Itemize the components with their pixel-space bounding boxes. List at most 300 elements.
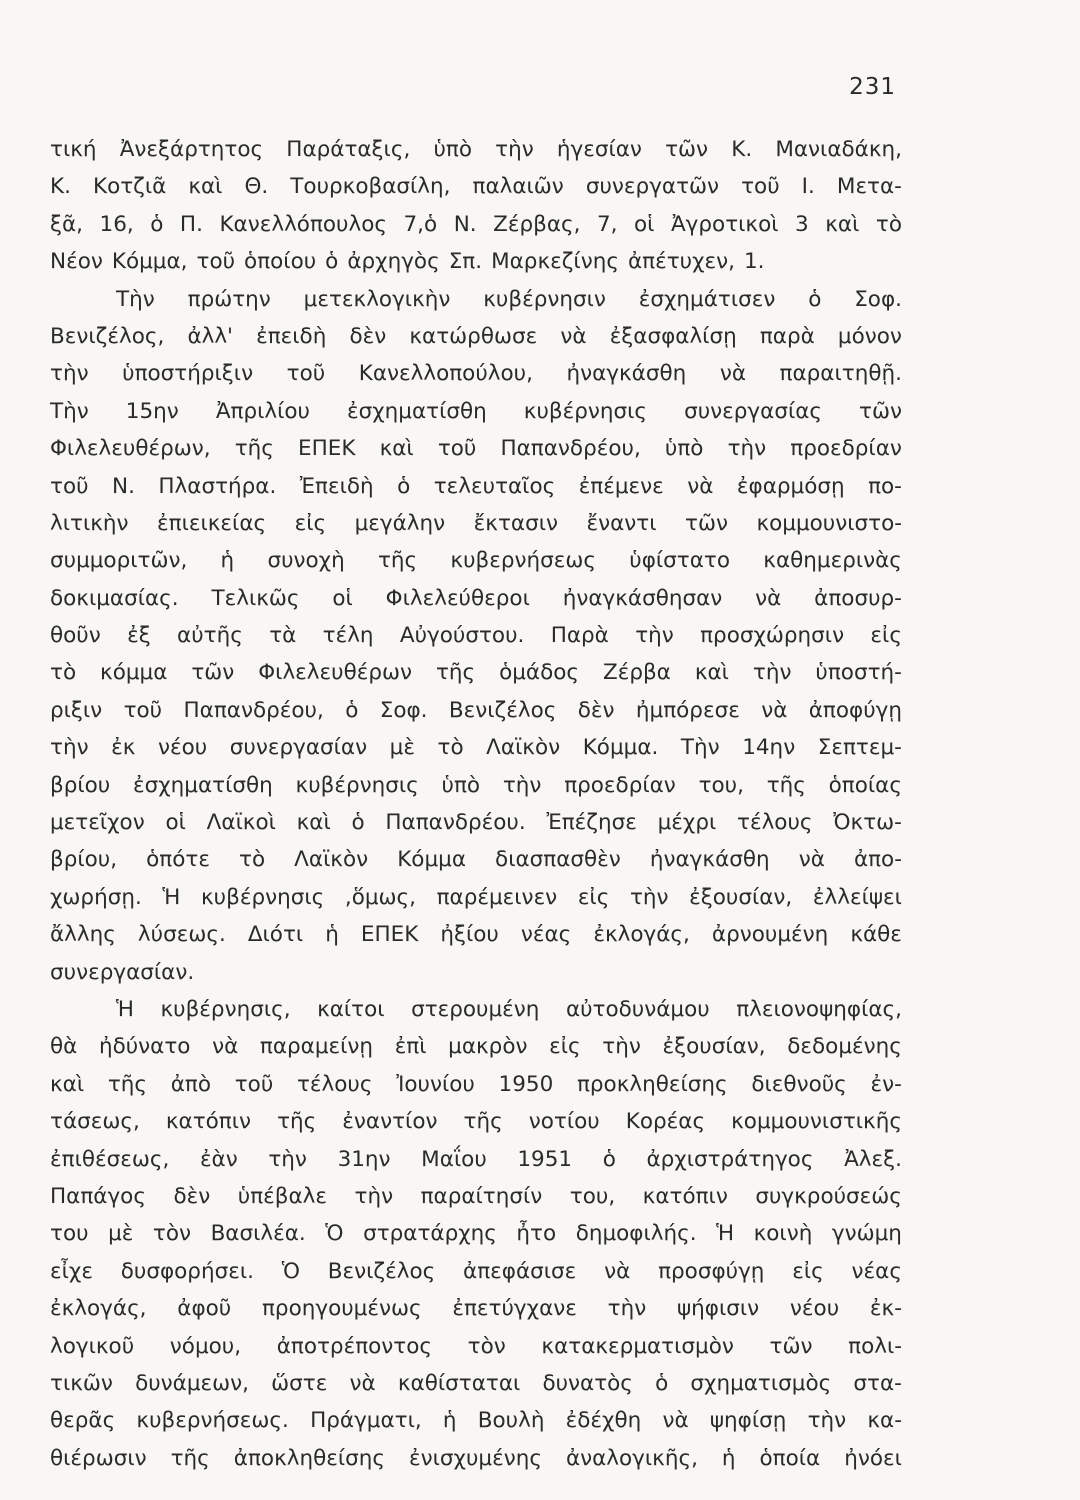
word: ἀπέτυχεν, bbox=[627, 249, 735, 275]
word: εἰς bbox=[577, 884, 610, 910]
word: 14ην bbox=[742, 735, 796, 761]
word: Διότι bbox=[247, 922, 304, 948]
text-line bbox=[50, 468, 902, 505]
word: καὶ bbox=[296, 810, 331, 836]
word: Παπανδρέου, bbox=[183, 697, 324, 723]
word: τῶν bbox=[191, 660, 235, 686]
text-line bbox=[50, 1402, 902, 1439]
text-line bbox=[50, 1290, 902, 1327]
word: νὰ bbox=[604, 1258, 631, 1284]
word: τικῶν bbox=[50, 1370, 113, 1396]
text-line bbox=[50, 1215, 902, 1252]
word: Βενιζέλος, bbox=[50, 323, 165, 349]
word: νὰ bbox=[560, 323, 587, 349]
word: ἀπεφάσισε bbox=[463, 1258, 577, 1284]
word: τοῦ bbox=[50, 473, 89, 499]
word: Νέον bbox=[50, 249, 103, 275]
word: Κ. bbox=[50, 174, 71, 200]
word: 3 bbox=[795, 211, 809, 237]
word: οἱ bbox=[634, 211, 655, 237]
word: κυβερνήσεως. bbox=[136, 1408, 289, 1434]
word: καὶ bbox=[825, 211, 860, 237]
word: καὶ bbox=[188, 174, 223, 200]
word: Φιλελευθέρων bbox=[258, 660, 413, 686]
word: ἀρνουμένη bbox=[711, 922, 829, 948]
word: Ἡ bbox=[716, 1221, 735, 1247]
word: τὰ bbox=[269, 623, 297, 649]
text-line bbox=[50, 355, 902, 392]
word: μέχρι bbox=[657, 810, 717, 836]
word: του, bbox=[698, 772, 744, 798]
word: Ζέρβας, bbox=[493, 211, 581, 237]
word: Τὴν bbox=[116, 286, 155, 312]
word: ἐπετύγχανε bbox=[452, 1296, 577, 1322]
word: Τελικῶς bbox=[211, 585, 300, 611]
word: ψηφίσῃ bbox=[709, 1408, 787, 1434]
word: ξᾶ, bbox=[50, 211, 83, 237]
word: προεδρίαν bbox=[790, 436, 902, 462]
word: καὶ bbox=[694, 660, 729, 686]
word: Παράταξις, bbox=[286, 137, 411, 162]
word: παραίτησίν bbox=[420, 1183, 543, 1209]
word: τῆς bbox=[377, 548, 418, 574]
word: συνεργασίας bbox=[684, 398, 823, 424]
word: ἐσχηματίσθη bbox=[347, 398, 487, 424]
word: ἦτο bbox=[516, 1221, 557, 1247]
word: τοῦ bbox=[234, 1071, 274, 1097]
text-line bbox=[50, 206, 902, 243]
word: διεθνοῦς bbox=[751, 1071, 847, 1097]
word: νόμου, bbox=[169, 1333, 242, 1359]
word: ὁ bbox=[655, 1370, 669, 1396]
word: ἡ bbox=[721, 1445, 736, 1471]
word: 15ην bbox=[125, 398, 179, 424]
word: νέου bbox=[789, 1296, 840, 1322]
text-line bbox=[50, 991, 902, 1028]
word: τάσεως, bbox=[50, 1109, 140, 1135]
word: τοῦ bbox=[741, 174, 780, 200]
word: νὰ bbox=[761, 697, 788, 723]
word: εἰς bbox=[870, 623, 902, 649]
word: νὰ bbox=[798, 847, 825, 873]
word: ἀλλ' bbox=[187, 323, 233, 349]
text-line bbox=[50, 580, 902, 617]
word: μόνον bbox=[837, 323, 902, 349]
word: ἐξουσίαν, bbox=[662, 1034, 766, 1060]
word: τὸ bbox=[437, 735, 464, 761]
word: κατακερματισμὸν bbox=[541, 1333, 734, 1359]
word: Βασιλέα. bbox=[210, 1221, 306, 1247]
word: πρώτην bbox=[187, 286, 271, 312]
word: Λαϊκὸν bbox=[486, 735, 561, 761]
word: προηγουμένως bbox=[261, 1296, 422, 1322]
word: Ἐπέζησε bbox=[546, 810, 637, 836]
word: ὁ bbox=[397, 473, 411, 499]
word: ἐσχηματίσθη bbox=[133, 772, 273, 798]
word: τοῦ bbox=[437, 436, 477, 462]
word: ἀπὸ bbox=[170, 1071, 212, 1097]
word: τὴν bbox=[502, 772, 542, 798]
word: του bbox=[50, 1221, 89, 1247]
word: ἐναντίον bbox=[342, 1109, 438, 1135]
word: ἐπιεικείας bbox=[157, 510, 267, 536]
word: ἠξίου bbox=[440, 922, 499, 948]
word: Κ. bbox=[731, 137, 753, 162]
word: τοῦ bbox=[286, 361, 326, 387]
word: ὁ bbox=[150, 211, 164, 237]
word: δὲν bbox=[577, 697, 615, 723]
text-line bbox=[50, 1328, 902, 1365]
word: ὑποστή- bbox=[815, 660, 902, 686]
text-line bbox=[50, 692, 902, 729]
word: βρίου, bbox=[50, 847, 118, 873]
word: ἀποκληθείσης bbox=[233, 1445, 386, 1471]
word: 1950 bbox=[498, 1071, 554, 1097]
word: ἐν- bbox=[870, 1071, 902, 1097]
word: Φιλελεύθεροι bbox=[385, 585, 530, 611]
word: τὴν bbox=[50, 735, 89, 761]
word: ἡ bbox=[325, 922, 339, 948]
word: ὑφίστατο bbox=[629, 548, 731, 574]
word: εἰς bbox=[792, 1258, 824, 1284]
word: σχηματισμὸς bbox=[690, 1370, 832, 1396]
word: ἀφοῦ bbox=[177, 1296, 232, 1322]
word: Ι. bbox=[801, 174, 815, 200]
word: πο- bbox=[868, 473, 902, 499]
word: κυβερνήσεως bbox=[450, 548, 597, 574]
word: ἐκλογάς, bbox=[593, 922, 690, 948]
word: τὸ bbox=[875, 211, 902, 237]
word: ὁ bbox=[351, 810, 365, 836]
word: παραιτηθῇ. bbox=[779, 361, 902, 387]
word: ἐκ- bbox=[869, 1296, 902, 1322]
word: δὲν bbox=[349, 323, 387, 349]
word: ὁμάδος bbox=[499, 660, 580, 686]
word: ,ὅμως, bbox=[344, 884, 416, 910]
word: νὰ bbox=[687, 473, 714, 499]
word: ὁποίου bbox=[244, 249, 317, 275]
word: στερουμένη bbox=[411, 996, 540, 1022]
word: κοινὴ bbox=[753, 1221, 813, 1247]
word: κυβέρνησις bbox=[295, 772, 419, 798]
word: πολι- bbox=[848, 1333, 902, 1359]
word: κομμουνιστικῆς bbox=[731, 1109, 902, 1135]
word: τελευταῖος bbox=[433, 473, 556, 499]
word: ἠναγκάσθη bbox=[649, 847, 770, 873]
word: ὁ bbox=[345, 697, 359, 723]
word: τῆς bbox=[463, 1109, 503, 1135]
word: νέου bbox=[157, 735, 208, 761]
word: Ἀλεξ. bbox=[844, 1146, 902, 1172]
word: συνοχὴ bbox=[267, 548, 345, 574]
word: τὴν bbox=[607, 1296, 647, 1322]
word: εἰς bbox=[549, 1034, 581, 1060]
page-number: 231 bbox=[849, 74, 896, 100]
word: του, bbox=[569, 1183, 616, 1209]
word: Παπανδρέου. bbox=[385, 810, 526, 836]
word: τὸν bbox=[467, 1333, 506, 1359]
word: Θ. bbox=[244, 174, 269, 200]
word: καθημερινὰς bbox=[763, 548, 902, 574]
word: ὑπέβαλε bbox=[237, 1183, 327, 1209]
word: ἀναλογικῆς, bbox=[565, 1445, 698, 1471]
text-line bbox=[50, 879, 902, 916]
word: Παπανδρέου, bbox=[500, 436, 641, 462]
text-line bbox=[50, 131, 902, 168]
word: νὰ bbox=[719, 361, 746, 387]
word: τὴν bbox=[752, 660, 792, 686]
word: ἐνισχυμένης bbox=[409, 1445, 542, 1471]
word: Ἀγροτικοὶ bbox=[670, 211, 779, 237]
word: τῆς bbox=[107, 1071, 148, 1097]
word: ὑπὸ bbox=[664, 436, 704, 462]
word: ὑποστήριξιν bbox=[122, 361, 254, 387]
word: κυβέρνησις bbox=[523, 398, 648, 424]
word: Τουρκοβασίλη, bbox=[290, 174, 451, 200]
word: ἐσχημάτισεν bbox=[638, 286, 776, 312]
word: Σοφ. bbox=[379, 697, 428, 723]
word: δυσφορήσει. bbox=[120, 1258, 254, 1284]
word: Ὀκτω- bbox=[833, 810, 902, 836]
word: τῶν bbox=[769, 1333, 813, 1359]
word: λύσεως. bbox=[137, 922, 226, 948]
word: Ἐπειδὴ bbox=[299, 473, 374, 499]
word: τῶν bbox=[859, 398, 902, 424]
text-line bbox=[50, 430, 902, 467]
word: Πράγματι, bbox=[310, 1408, 422, 1434]
word: καὶ bbox=[379, 436, 414, 462]
word: παρὰ bbox=[759, 323, 815, 349]
word: ἐξ bbox=[127, 623, 151, 649]
word: Ἰουνίου bbox=[396, 1071, 475, 1097]
word: μὲ bbox=[108, 1221, 134, 1247]
word: μακρὸν bbox=[448, 1034, 528, 1060]
word: Μετα- bbox=[836, 174, 902, 200]
word: τὴν bbox=[354, 1183, 394, 1209]
word: κα- bbox=[867, 1408, 902, 1434]
word: συνεργασίαν bbox=[229, 735, 368, 761]
word: θερᾶς bbox=[50, 1408, 116, 1434]
word: δυνάμεων, bbox=[135, 1370, 249, 1396]
word: τῶν bbox=[685, 510, 728, 536]
word: ὥστε bbox=[271, 1370, 328, 1396]
word: νέας bbox=[851, 1258, 902, 1284]
word: Κανελλοπούλου, bbox=[358, 361, 533, 387]
word: ἡγεσίαν bbox=[556, 137, 642, 162]
word: Ὁ bbox=[325, 1221, 344, 1247]
word: ἠναγκάσθησαν bbox=[562, 585, 723, 611]
word: ἐδέχθη bbox=[565, 1408, 642, 1434]
word: τῆς bbox=[277, 1109, 317, 1135]
word: ψήφισιν bbox=[676, 1296, 760, 1322]
word: νὰ bbox=[212, 1034, 239, 1060]
word: κυβέρνησις bbox=[200, 884, 325, 910]
word: προσχώρησιν bbox=[700, 623, 845, 649]
word: πλειονοψηφίας, bbox=[736, 996, 902, 1022]
word: νοτίου bbox=[528, 1109, 600, 1135]
text-line bbox=[50, 1028, 902, 1065]
word: κατόπιν bbox=[642, 1183, 728, 1209]
word: δυνατὸς bbox=[542, 1370, 633, 1396]
word: Σπ. bbox=[448, 249, 483, 275]
word: εἰς bbox=[294, 510, 327, 536]
word: Ν. bbox=[453, 211, 477, 237]
word: τική bbox=[50, 137, 97, 162]
word: ἠμπόρεσε bbox=[635, 697, 740, 723]
text-line bbox=[50, 954, 902, 991]
word: αὐτοδυνάμου bbox=[565, 996, 710, 1022]
word: ριξιν bbox=[50, 697, 103, 723]
word: Κορέας bbox=[625, 1109, 706, 1135]
word: ἠνόει bbox=[844, 1445, 902, 1471]
word: τέλη bbox=[322, 623, 374, 649]
word: τέλους bbox=[296, 1071, 373, 1097]
word: Αὐγούστου. bbox=[399, 623, 525, 649]
word: νὰ bbox=[349, 1370, 376, 1396]
word: προεδρίαν bbox=[564, 772, 676, 798]
word: δὲν bbox=[173, 1183, 211, 1209]
word: καὶ bbox=[50, 1071, 85, 1097]
word: στα- bbox=[853, 1370, 902, 1396]
text-line bbox=[50, 654, 902, 691]
word: ΕΠΕΚ bbox=[360, 922, 419, 948]
word: τῆς bbox=[435, 660, 476, 686]
word: κομμουνιστο- bbox=[756, 510, 902, 536]
word: ἐπιθέσεως, bbox=[50, 1146, 170, 1172]
word: ἀποσυρ- bbox=[814, 585, 902, 611]
word: Ζέρβα bbox=[602, 660, 671, 686]
word: μὲ bbox=[389, 735, 415, 761]
word: τῆς bbox=[234, 436, 274, 462]
word: ἐλλείψει bbox=[812, 884, 902, 910]
word: Λαϊκὸν bbox=[294, 847, 369, 873]
word: ἀποτρέποντος bbox=[276, 1333, 433, 1359]
word: θὰ bbox=[50, 1034, 78, 1060]
word: Ὁ bbox=[281, 1258, 300, 1284]
word: ἔκτασιν bbox=[473, 510, 558, 536]
word: ὑπὸ bbox=[441, 772, 481, 798]
word: κυβέρνησιν bbox=[483, 286, 606, 312]
word: τῶν bbox=[665, 137, 709, 162]
word: τὸ bbox=[239, 847, 266, 873]
word: ὁποίας bbox=[828, 772, 902, 798]
text-line bbox=[50, 1066, 902, 1103]
word: ἠδύνατο bbox=[98, 1034, 191, 1060]
word: 16, bbox=[99, 211, 134, 237]
word: 7,ὁ bbox=[403, 211, 438, 237]
word: γνώμη bbox=[831, 1221, 902, 1247]
text-line bbox=[50, 1103, 902, 1140]
word: Ἡ bbox=[116, 996, 134, 1022]
word: ἠναγκάσθη bbox=[566, 361, 687, 387]
word: καίτοι bbox=[317, 996, 385, 1022]
word: οἱ bbox=[332, 585, 353, 611]
word: τέλους bbox=[737, 810, 813, 836]
word: ὁ bbox=[602, 1146, 616, 1172]
word: τὴν bbox=[807, 1408, 847, 1434]
word: ἡ bbox=[442, 1408, 457, 1434]
word: τὴν bbox=[635, 623, 674, 649]
word: μεγάλην bbox=[354, 510, 446, 536]
word: Σεπτεμ- bbox=[817, 735, 902, 761]
text-line bbox=[50, 318, 902, 355]
word: παραμείνῃ bbox=[259, 1034, 374, 1060]
word: ἐκ bbox=[111, 735, 136, 761]
word: θοῦν bbox=[50, 623, 101, 649]
word: τοῦ bbox=[123, 697, 163, 723]
text-line bbox=[50, 1141, 902, 1178]
word: λιτικὴν bbox=[50, 510, 129, 536]
word: Τὴν bbox=[50, 398, 89, 424]
word: Κανελλόπουλος bbox=[219, 211, 387, 237]
text-line bbox=[50, 168, 902, 205]
word: Σοφ. bbox=[854, 286, 902, 312]
word: Φιλελευθέρων, bbox=[50, 436, 211, 462]
word: παρέμεινεν bbox=[436, 884, 558, 910]
word: Ἀπριλίου bbox=[215, 398, 310, 424]
word: τῆς bbox=[766, 772, 806, 798]
word: συνεργατῶν bbox=[585, 174, 720, 200]
word: χωρήσῃ. bbox=[50, 884, 142, 910]
text-line bbox=[50, 1253, 902, 1290]
word: διασπασθὲν bbox=[495, 847, 621, 873]
text-line bbox=[50, 729, 902, 766]
word: αὐτῆς bbox=[177, 623, 243, 649]
word: λογικοῦ bbox=[50, 1333, 135, 1359]
text-line bbox=[50, 841, 902, 878]
word: νέας bbox=[520, 922, 572, 948]
word: θιέρωσιν bbox=[50, 1445, 147, 1471]
word: Κόμμα. bbox=[582, 735, 659, 761]
word: κόμμα bbox=[100, 660, 168, 686]
word: τὴν bbox=[268, 1146, 307, 1172]
word: ἔναντι bbox=[586, 510, 657, 536]
word: συμμοριτῶν, bbox=[50, 548, 188, 574]
word: Ἀνεξάρτητος bbox=[119, 137, 264, 162]
word: Ἡ bbox=[162, 884, 181, 910]
word: τὴν bbox=[727, 436, 767, 462]
text-line bbox=[50, 916, 902, 953]
word: Π. bbox=[179, 211, 203, 237]
word: προσφύγῃ bbox=[658, 1258, 765, 1284]
word: Μανιαδάκη, bbox=[775, 137, 902, 162]
body-text bbox=[50, 131, 902, 1477]
text-line bbox=[50, 393, 902, 430]
word: 1951 bbox=[517, 1146, 573, 1172]
word: ἐπὶ bbox=[394, 1034, 427, 1060]
word: τὴν bbox=[629, 884, 669, 910]
word: τῆς bbox=[170, 1445, 210, 1471]
word: δεδομένης bbox=[787, 1034, 902, 1060]
word: εἶχε bbox=[50, 1258, 93, 1284]
word: τὸν bbox=[152, 1221, 192, 1247]
word: ἄλλης bbox=[50, 922, 116, 948]
word: καθίσταται bbox=[397, 1370, 521, 1396]
word: κυβέρνησις, bbox=[160, 996, 291, 1022]
word: ἐξασφαλίσῃ bbox=[609, 323, 737, 349]
word: στρατάρχης bbox=[363, 1221, 497, 1247]
word: νὰ bbox=[755, 585, 782, 611]
word: Παπάγος bbox=[50, 1183, 146, 1209]
word: Βουλὴ bbox=[477, 1408, 545, 1434]
word: δοκιμασίας. bbox=[50, 585, 179, 611]
word: ὁ bbox=[325, 249, 339, 275]
word: τὸ bbox=[50, 660, 77, 686]
word: δημοφιλής. bbox=[575, 1221, 697, 1247]
word: ἀρχιστράτηγος bbox=[646, 1146, 814, 1172]
word: ἐφαρμόσῃ bbox=[736, 473, 845, 499]
word: μετεῖχον bbox=[50, 810, 145, 836]
